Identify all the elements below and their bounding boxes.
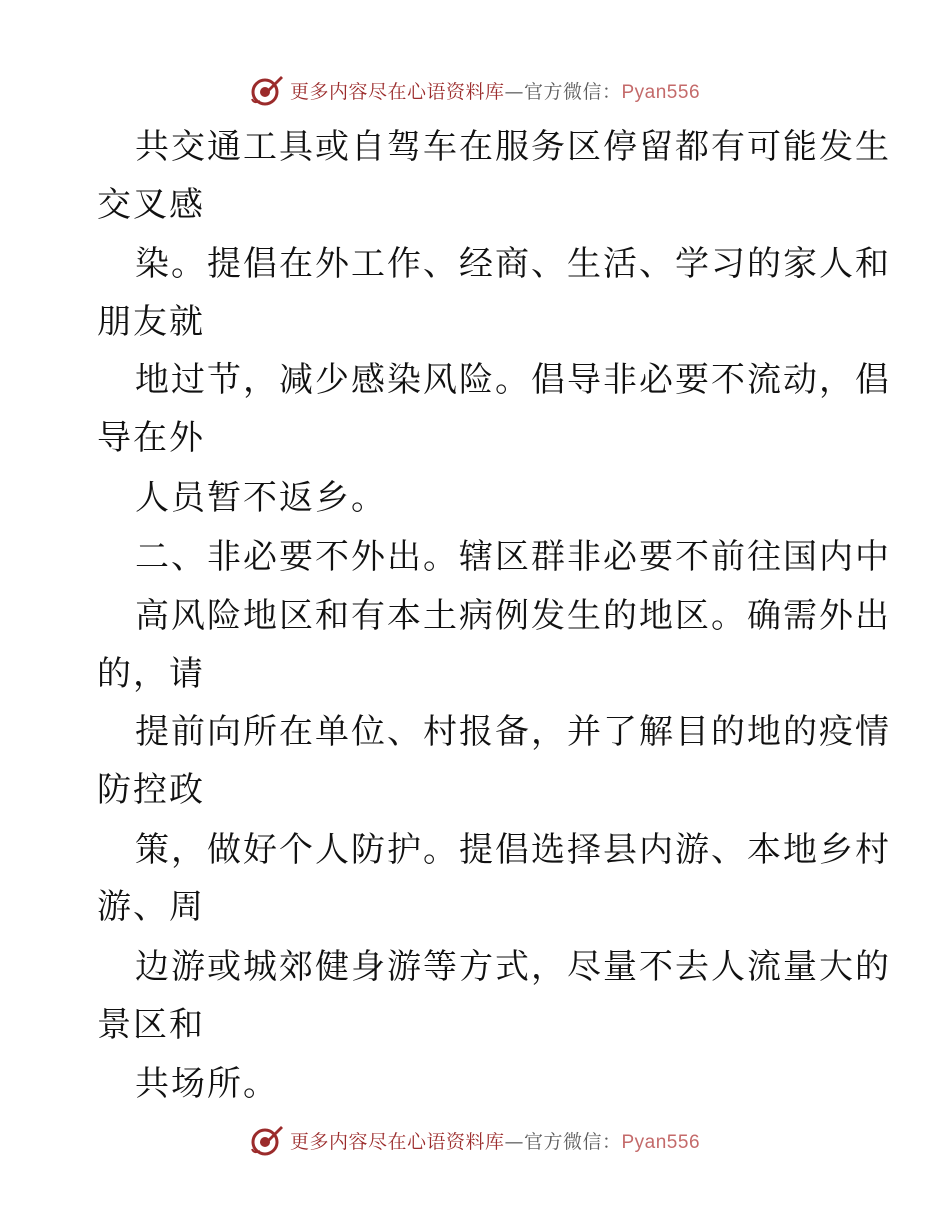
body-line: 导在外 [97,418,205,458]
body-line: 人员暂不返乡。 [135,478,387,518]
body-line: 景区和 [97,1005,205,1045]
body-line: 策，做好个人防护。提倡选择县内游、本地乡村 [135,830,891,870]
body-line: 边游或城郊健身游等方式，尽量不去人流量大的 [135,947,891,987]
watermark-id: Pyan556 [621,1131,701,1153]
body-line: 朋友就 [97,302,205,342]
body-line: 二、非必要不外出。辖区群非必要不前往国内中 [135,537,891,577]
body-line: 地过节，减少感染风险。倡导非必要不流动，倡 [135,360,891,400]
watermark-wechat: 官方微信： [523,80,622,103]
body-line: 游、周 [97,887,205,927]
watermark-text [290,1127,700,1154]
body-line: 染。提倡在外工作、经商、生活、学习的家人和 [135,244,891,284]
watermark-dash: — [504,80,524,103]
body-line: 的，请 [97,654,205,694]
footer-watermark [0,1120,950,1160]
body-line: 共场所。 [135,1064,279,1104]
body-line: 交叉感 [97,185,205,225]
watermark-id: Pyan556 [621,81,701,103]
watermark-dash: — [504,1130,524,1153]
body-line: 共交通工具或自驾车在服务区停留都有可能发生 [135,127,891,167]
body-line: 提前向所在单位、村报备，并了解目的地的疫情 [135,712,891,752]
body-line: 高风险地区和有本土病例发生的地区。确需外出 [135,596,891,636]
body-line: 防控政 [97,770,205,810]
watermark-main: 更多内容尽在心语资料库 [289,1130,505,1153]
watermark-main: 更多内容尽在心语资料库 [289,80,505,103]
watermark-wechat: 官方微信： [523,1130,622,1153]
brush-pen-logo-icon [250,1123,284,1157]
